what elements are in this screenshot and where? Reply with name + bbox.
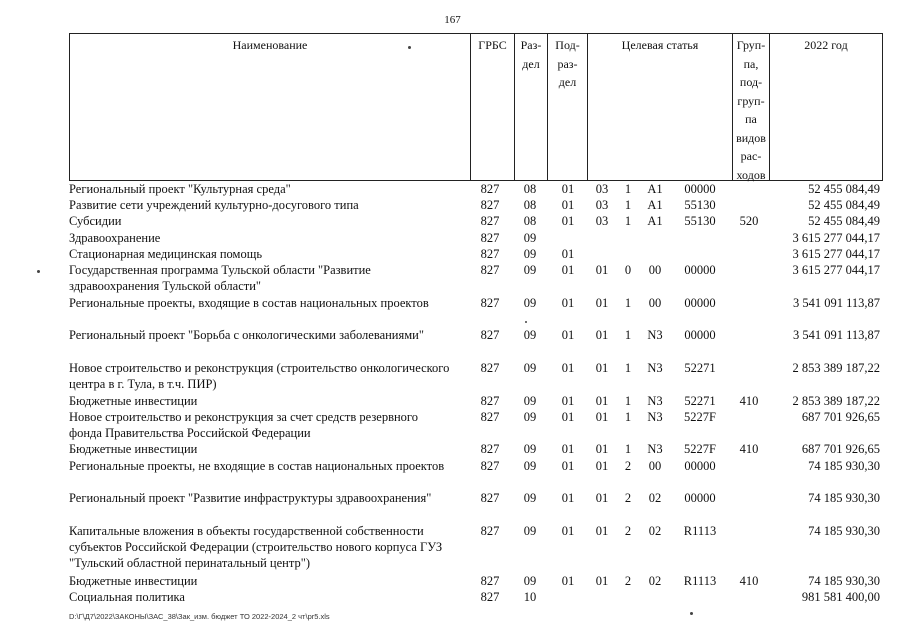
- table-row: [0, 490, 905, 506]
- row-name-line: Бюджетные инвестиции: [69, 574, 198, 588]
- row-prz-cell: 01: [561, 361, 575, 375]
- row-rz-cell: 09: [523, 247, 537, 261]
- row-grp-cell: 520: [739, 214, 759, 228]
- row-c1-cell: 01: [595, 296, 609, 310]
- row-amount-cell: 74 185 930,30: [808, 574, 880, 588]
- row-grbs-cell: 827: [480, 231, 500, 245]
- page-number: 167: [444, 14, 461, 26]
- header-group-line: па,: [743, 56, 759, 71]
- header-group-line: видов: [736, 130, 766, 145]
- row-grbs-cell: 827: [480, 296, 500, 310]
- row-c4-cell: 00000: [684, 459, 716, 473]
- row-name-line: Региональный проект "Культурная среда": [69, 182, 291, 196]
- scan-speck: [690, 612, 693, 615]
- row-name-line: Капитальные вложения в объекты государственной собственности: [69, 524, 424, 538]
- row-c2-cell: 1: [624, 182, 632, 196]
- row-rz-cell: 09: [523, 328, 537, 342]
- table-row: [0, 230, 905, 246]
- header-group-line: Груп-: [736, 38, 766, 52]
- row-c4-cell: 00000: [684, 491, 716, 505]
- row-grbs-cell: 827: [480, 328, 500, 342]
- row-prz-cell: 01: [561, 459, 575, 473]
- header-razdel-line: дел: [522, 56, 540, 71]
- row-amount-cell: 3 541 091 113,87: [792, 328, 880, 342]
- row-rz-cell: 09: [523, 296, 537, 310]
- row-c1-cell: 01: [595, 574, 609, 588]
- row-amount-cell: 2 853 389 187,22: [792, 361, 880, 375]
- row-c1-cell: 01: [595, 361, 609, 375]
- row-prz-cell: 01: [561, 524, 575, 538]
- row-name-line: Новое строительство и реконструкция (строительство онкологического: [69, 361, 450, 375]
- row-c4-cell: R1113: [683, 574, 717, 588]
- row-c3-cell: 00: [648, 263, 662, 277]
- row-c2-cell: 0: [624, 263, 632, 277]
- row-name-line: Новое строительство и реконструкция за счет средств резервного: [69, 410, 418, 424]
- row-rz-cell: 08: [523, 198, 537, 212]
- header-podrazdel-line: дел: [558, 75, 577, 89]
- row-c3-cell: N3: [647, 361, 663, 375]
- table-row: [0, 213, 905, 229]
- row-c3-cell: N3: [647, 394, 663, 408]
- row-grbs-cell: 827: [480, 442, 500, 456]
- header-group-line: рас-: [740, 149, 762, 163]
- row-amount-cell: 3 615 277 044,17: [792, 231, 880, 245]
- scan-speck: [37, 270, 40, 273]
- row-grbs-cell: 827: [480, 214, 500, 228]
- row-name-line: центра в г. Тула, в т.ч. ПИР): [69, 377, 217, 391]
- table-row: [0, 197, 905, 213]
- row-c3-cell: 00: [648, 296, 662, 310]
- row-prz-cell: 01: [561, 394, 575, 408]
- header-name: [69, 33, 470, 181]
- row-grbs-cell: 827: [480, 459, 500, 473]
- row-c1-cell: 01: [595, 524, 609, 538]
- row-amount-cell: 687 701 926,65: [801, 442, 880, 456]
- row-rz-cell: 09: [523, 574, 537, 588]
- row-c3-cell: N3: [647, 442, 663, 456]
- row-c2-cell: 2: [624, 524, 632, 538]
- row-name-line: Развитие сети учреждений культурно-досугового типа: [69, 198, 359, 212]
- row-name-line: Стационарная медицинская помощь: [69, 247, 263, 261]
- row-amount-cell: 52 455 084,49: [808, 182, 880, 196]
- row-c2-cell: 2: [624, 459, 632, 473]
- row-amount-cell: 52 455 084,49: [808, 214, 880, 228]
- row-name-line: Здравоохранение: [69, 231, 161, 245]
- row-c1-cell: 01: [595, 394, 609, 408]
- row-prz-cell: 01: [561, 296, 575, 310]
- row-c4-cell: 00000: [684, 296, 716, 310]
- row-c1-cell: 03: [595, 182, 609, 196]
- row-prz-cell: 01: [561, 247, 575, 261]
- row-rz-cell: 09: [523, 263, 537, 277]
- row-c3-cell: 02: [648, 491, 662, 505]
- row-c3-cell: 00: [648, 459, 662, 473]
- row-c2-cell: 1: [624, 214, 632, 228]
- scan-speck: [408, 46, 411, 49]
- row-prz-cell: 01: [561, 214, 575, 228]
- row-prz-cell: 01: [561, 328, 575, 342]
- row-name-line: Региональный проект "Развитие инфраструктуры здравоохранения": [69, 491, 432, 505]
- row-rz-cell: 10: [523, 590, 537, 604]
- row-c2-cell: 1: [624, 361, 632, 375]
- row-c3-cell: A1: [647, 182, 663, 196]
- header-name-label: Наименование: [232, 38, 308, 52]
- row-c1-cell: 01: [595, 442, 609, 456]
- row-rz-cell: 08: [523, 182, 537, 196]
- row-amount-cell: 3 615 277 044,17: [792, 263, 880, 277]
- header-group-line: груп-: [737, 93, 765, 108]
- table-row: [0, 573, 905, 589]
- row-rz-cell: 09: [523, 491, 537, 505]
- row-c2-cell: 1: [624, 296, 632, 310]
- header-group-line: ходов: [736, 167, 766, 182]
- row-c3-cell: N3: [647, 328, 663, 342]
- row-name-line: субъектов Российской Федерации (строительство нового корпуса ГУЗ: [69, 540, 443, 554]
- row-grbs-cell: 827: [480, 410, 500, 424]
- row-grbs-cell: 827: [480, 491, 500, 505]
- row-prz-cell: 01: [561, 410, 575, 424]
- scan-speck: [525, 321, 527, 323]
- row-c3-cell: 02: [648, 524, 662, 538]
- row-grbs-cell: 827: [480, 524, 500, 538]
- header-group-line: под-: [739, 75, 763, 89]
- row-c2-cell: 1: [624, 410, 632, 424]
- table-row: [0, 589, 905, 605]
- row-name-line: Региональные проекты, входящие в состав национальных проектов: [69, 296, 429, 310]
- header-group: [732, 33, 769, 181]
- row-name-line: Субсидии: [69, 214, 122, 228]
- table-row: [0, 441, 905, 457]
- row-c3-cell: A1: [647, 198, 663, 212]
- row-grbs-cell: 827: [480, 182, 500, 196]
- header-podrazdel: [547, 33, 587, 181]
- row-amount-cell: 3 615 277 044,17: [792, 247, 880, 261]
- row-c1-cell: 03: [595, 214, 609, 228]
- row-prz-cell: 01: [561, 198, 575, 212]
- row-rz-cell: 09: [523, 394, 537, 408]
- table-row: [0, 262, 905, 293]
- row-amount-cell: 3 541 091 113,87: [792, 296, 880, 310]
- row-c4-cell: 52271: [684, 394, 716, 408]
- header-podrazdel-line: раз-: [557, 56, 578, 71]
- table-row: [0, 295, 905, 311]
- row-c4-cell: R1113: [683, 524, 717, 538]
- row-prz-cell: 01: [561, 574, 575, 588]
- row-c2-cell: 1: [624, 442, 632, 456]
- header-razdel: [514, 33, 547, 181]
- row-grp-cell: 410: [739, 442, 759, 456]
- row-prz-cell: 01: [561, 442, 575, 456]
- row-c1-cell: 01: [595, 410, 609, 424]
- row-name-line: Социальная политика: [69, 590, 185, 604]
- row-name-line: Бюджетные инвестиции: [69, 442, 198, 456]
- row-grbs-cell: 827: [480, 361, 500, 375]
- header-target-label: Целевая статья: [621, 38, 699, 52]
- row-prz-cell: 01: [561, 263, 575, 277]
- row-c4-cell: 00000: [684, 328, 716, 342]
- row-name-line: фонда Правительства Российской Федерации: [69, 426, 311, 440]
- row-c1-cell: 01: [595, 328, 609, 342]
- row-name-line: "Тульский областной перинатальный центр"): [69, 556, 310, 570]
- row-amount-cell: 981 581 400,00: [801, 590, 880, 604]
- header-grbs-label: ГРБС: [478, 38, 507, 52]
- header-group-line: па: [745, 112, 757, 126]
- file-path-footer: D:\Г\Д7\2022\ЗАКОНЫ\ЗАС_38\Зак_изм. бюджет ТО 2022-2024_2 чт\pr5.xls: [69, 612, 330, 621]
- row-amount-cell: 74 185 930,30: [808, 459, 880, 473]
- table-row: [0, 327, 905, 343]
- row-grbs-cell: 827: [480, 263, 500, 277]
- row-amount-cell: 2 853 389 187,22: [792, 394, 880, 408]
- row-grp-cell: 410: [739, 394, 759, 408]
- header-year: [769, 33, 883, 181]
- row-grbs-cell: 827: [480, 394, 500, 408]
- row-grbs-cell: 827: [480, 590, 500, 604]
- row-c3-cell: A1: [647, 214, 663, 228]
- row-name-line: Бюджетные инвестиции: [69, 394, 198, 408]
- row-c4-cell: 00000: [684, 263, 716, 277]
- row-c2-cell: 1: [624, 394, 632, 408]
- row-c1-cell: 01: [595, 459, 609, 473]
- row-grbs-cell: 827: [480, 247, 500, 261]
- table-row: [0, 393, 905, 409]
- row-rz-cell: 09: [523, 524, 537, 538]
- row-grbs-cell: 827: [480, 574, 500, 588]
- row-c4-cell: 55130: [684, 198, 716, 212]
- row-c1-cell: 03: [595, 198, 609, 212]
- row-c4-cell: 5227F: [684, 410, 716, 424]
- row-amount-cell: 52 455 084,49: [808, 198, 880, 212]
- row-c2-cell: 2: [624, 574, 632, 588]
- row-c3-cell: 02: [648, 574, 662, 588]
- row-grp-cell: 410: [739, 574, 759, 588]
- header-year-label: 2022 год: [804, 38, 848, 52]
- row-name-line: Региональные проекты, не входящие в состав национальных проектов: [69, 459, 445, 473]
- row-c4-cell: 5227F: [684, 442, 716, 456]
- row-c4-cell: 55130: [684, 214, 716, 228]
- row-amount-cell: 74 185 930,30: [808, 524, 880, 538]
- row-amount-cell: 687 701 926,65: [801, 410, 880, 424]
- header-razdel-line: Раз-: [520, 38, 542, 52]
- row-grbs-cell: 827: [480, 198, 500, 212]
- row-name-line: здравоохранения Тульской области": [69, 279, 262, 293]
- row-name-line: Государственная программа Тульской области "Развитие: [69, 263, 371, 277]
- table-row: [0, 458, 905, 474]
- row-rz-cell: 09: [523, 459, 537, 473]
- table-row: [0, 360, 905, 391]
- row-c1-cell: 01: [595, 263, 609, 277]
- row-c2-cell: 1: [624, 328, 632, 342]
- row-prz-cell: 01: [561, 182, 575, 196]
- table-row: [0, 523, 905, 570]
- row-c4-cell: 00000: [684, 182, 716, 196]
- row-c1-cell: 01: [595, 491, 609, 505]
- row-name-line: Региональный проект "Борьба с онкологическими заболеваниями": [69, 328, 424, 342]
- table-row: [0, 246, 905, 262]
- row-rz-cell: 09: [523, 410, 537, 424]
- header-podrazdel-line: Под-: [555, 38, 580, 52]
- row-rz-cell: 09: [523, 231, 537, 245]
- row-rz-cell: 09: [523, 361, 537, 375]
- row-c4-cell: 52271: [684, 361, 716, 375]
- header-target-article: [587, 33, 732, 181]
- row-c2-cell: 1: [624, 198, 632, 212]
- row-rz-cell: 09: [523, 442, 537, 456]
- row-c2-cell: 2: [624, 491, 632, 505]
- row-prz-cell: 01: [561, 491, 575, 505]
- table-row: [0, 409, 905, 440]
- header-grbs: [470, 33, 514, 181]
- row-c3-cell: N3: [647, 410, 663, 424]
- table-row: [0, 181, 905, 197]
- row-rz-cell: 08: [523, 214, 537, 228]
- row-amount-cell: 74 185 930,30: [808, 491, 880, 505]
